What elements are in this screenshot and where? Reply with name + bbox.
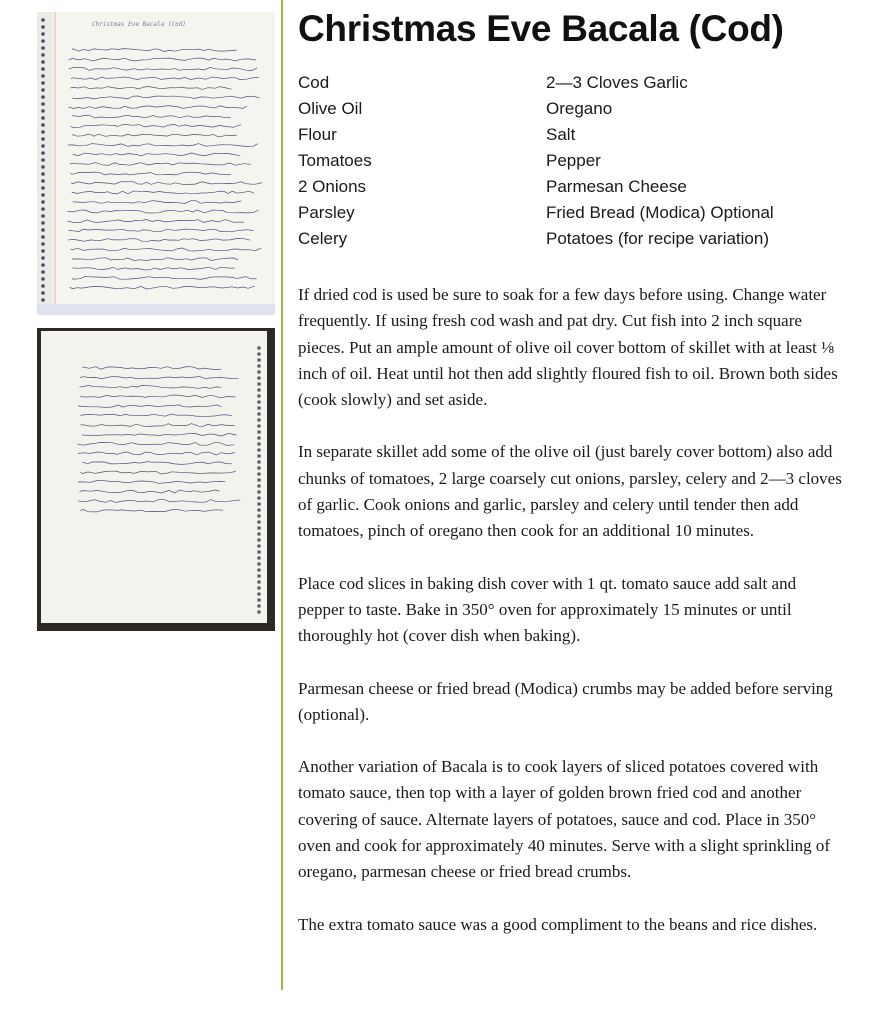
spiral-ring xyxy=(41,25,45,29)
ingredient-list-left xyxy=(298,70,372,252)
spiral-ring xyxy=(257,610,261,614)
spiral-ring xyxy=(257,478,261,482)
ingredient-item: Pepper xyxy=(546,151,601,170)
spiral-ring xyxy=(41,130,45,134)
spiral-ring xyxy=(257,406,261,410)
spiral-ring xyxy=(257,532,261,536)
spiral-ring xyxy=(257,358,261,362)
handwritten-recipe-scan-top xyxy=(37,12,275,315)
spiral-ring xyxy=(257,442,261,446)
spiral-ring xyxy=(41,144,45,148)
spiral-ring xyxy=(257,430,261,434)
ingredient-item: Olive Oil xyxy=(298,99,363,118)
spiral-ring xyxy=(257,436,261,440)
spiral-ring xyxy=(41,221,45,225)
ingredient-item: Celery xyxy=(298,229,348,248)
spiral-ring xyxy=(41,18,45,22)
spiral-ring xyxy=(41,172,45,176)
spiral-ring xyxy=(41,249,45,253)
ingredient-item: Tomatoes xyxy=(298,151,372,170)
ingredient-item: Flour xyxy=(298,125,337,144)
spiral-ring xyxy=(41,116,45,120)
spiral-ring xyxy=(41,277,45,281)
spiral-ring xyxy=(41,53,45,57)
ingredient-item: Oregano xyxy=(546,99,613,118)
spiral-ring xyxy=(41,137,45,141)
spiral-ring xyxy=(41,284,45,288)
ingredient-item: Cod xyxy=(298,73,330,92)
spiral-ring xyxy=(41,179,45,183)
spiral-ring xyxy=(41,256,45,260)
spiral-ring xyxy=(257,562,261,566)
spiral-ring xyxy=(41,242,45,246)
spiral-ring xyxy=(257,418,261,422)
ingredient-item: 2 Onions xyxy=(298,177,367,196)
ingredient-item: Potatoes (for recipe variation) xyxy=(546,229,769,248)
spiral-ring xyxy=(41,235,45,239)
spiral-ring xyxy=(257,400,261,404)
spiral-ring xyxy=(257,370,261,374)
instruction-paragraph: If dried cod is used be sure to soak for a few days before using. Change water frequently. If using fresh cod wash and pat dry. Cut fish into 2 inch square pieces. Put an ample amount of olive oil cover bottom of skillet with at least ⅛ inch of oil. Heat until hot then add slightly floured fish to oil. Brown both sides (cook slowly) and set aside. xyxy=(298,285,838,410)
spiral-ring xyxy=(257,412,261,416)
spiral-ring xyxy=(41,158,45,162)
spiral-ring xyxy=(257,448,261,452)
spiral-ring xyxy=(41,214,45,218)
spiral-ring xyxy=(41,298,45,302)
spiral-ring xyxy=(41,228,45,232)
spiral-ring xyxy=(41,207,45,211)
spiral-ring xyxy=(257,382,261,386)
notebook-page-illustration xyxy=(37,12,275,315)
recipe-instructions xyxy=(298,282,846,964)
spiral-ring xyxy=(41,67,45,71)
spiral-ring xyxy=(257,352,261,356)
instruction-paragraph: The extra tomato sauce was a good compliment to the beans and rice dishes. xyxy=(298,914,818,934)
spiral-ring xyxy=(41,46,45,50)
notebook-page-illustration xyxy=(37,328,275,631)
spiral-ring xyxy=(41,32,45,36)
scan-heading: Christmas Eve Bacala (Cod) xyxy=(92,21,186,28)
spiral-ring xyxy=(257,424,261,428)
spiral-ring xyxy=(257,460,261,464)
spiral-ring xyxy=(41,291,45,295)
handwritten-recipe-scan-bottom xyxy=(37,328,275,631)
instruction-paragraph: Parmesan cheese or fried bread (Modica) crumbs may be added before serving (optional). xyxy=(298,678,833,724)
spiral-ring xyxy=(257,502,261,506)
ingredient-list-right xyxy=(546,70,774,252)
spiral-ring xyxy=(41,165,45,169)
spiral-ring xyxy=(257,472,261,476)
spiral-ring xyxy=(257,574,261,578)
ingredient-item: Parsley xyxy=(298,203,355,222)
spiral-ring xyxy=(257,364,261,368)
ingredient-item: Parmesan Cheese xyxy=(546,177,687,196)
ingredient-item: 2—3 Cloves Garlic xyxy=(546,73,688,92)
spiral-ring xyxy=(41,81,45,85)
spiral-ring xyxy=(257,550,261,554)
instruction-paragraph: In separate skillet add some of the olive oil (just barely cover bottom) also add chunks of tomatoes, 2 large coarsely cut onions, parsley, celery and 2—3 cloves of garlic. Cook onions and garlic, parsley and celery until tender then add tomatoes, pinch of oregano then cook for an additional 10 minutes. xyxy=(298,442,842,541)
spiral-ring xyxy=(41,200,45,204)
spiral-ring xyxy=(257,376,261,380)
spiral-binding xyxy=(41,18,45,302)
instruction-paragraph: Another variation of Bacala is to cook layers of sliced potatoes covered with tomato sauce, then top with a layer of golden brown fried cod and another covering of sauce. Alternate layers of potatoes, sauce and cod. Place in 350° oven and cook for approximately 40 minutes. Serve with a slight sprinkling of oregano, parmesan cheese or fried bread crumbs. xyxy=(298,757,831,882)
spiral-ring xyxy=(41,151,45,155)
vertical-divider xyxy=(281,0,283,990)
spiral-ring xyxy=(41,102,45,106)
spiral-ring xyxy=(41,263,45,267)
spiral-ring xyxy=(257,454,261,458)
spiral-ring xyxy=(257,586,261,590)
recipe-title: Christmas Eve Bacala (Cod) xyxy=(298,8,784,49)
instruction-paragraph: Place cod slices in baking dish cover with 1 qt. tomato sauce add salt and pepper to taste. Bake in 350° oven for approximately 15 minutes or until thoroughly hot (cover dish when baking). xyxy=(298,573,797,646)
spiral-ring xyxy=(41,39,45,43)
ingredient-item: Salt xyxy=(546,125,576,144)
spiral-ring xyxy=(257,388,261,392)
spiral-ring xyxy=(257,544,261,548)
spiral-ring xyxy=(257,604,261,608)
spiral-ring xyxy=(41,88,45,92)
spiral-ring xyxy=(257,580,261,584)
spiral-ring xyxy=(257,556,261,560)
spiral-ring xyxy=(257,466,261,470)
spiral-ring xyxy=(257,514,261,518)
spiral-ring xyxy=(257,538,261,542)
spiral-ring xyxy=(257,346,261,350)
spiral-ring xyxy=(257,490,261,494)
spiral-ring xyxy=(257,508,261,512)
spiral-ring xyxy=(41,193,45,197)
spiral-ring xyxy=(257,598,261,602)
spiral-ring xyxy=(41,186,45,190)
spiral-ring xyxy=(257,520,261,524)
spiral-ring xyxy=(257,592,261,596)
spiral-ring xyxy=(257,394,261,398)
spiral-ring xyxy=(41,123,45,127)
spiral-ring xyxy=(257,526,261,530)
spiral-ring xyxy=(257,496,261,500)
spiral-ring xyxy=(41,95,45,99)
spiral-ring xyxy=(41,109,45,113)
ingredient-item: Fried Bread (Modica) Optional xyxy=(546,203,774,222)
spiral-ring xyxy=(41,270,45,274)
spiral-ring xyxy=(257,484,261,488)
spiral-ring xyxy=(41,74,45,78)
spiral-ring xyxy=(41,60,45,64)
spiral-ring xyxy=(257,568,261,572)
